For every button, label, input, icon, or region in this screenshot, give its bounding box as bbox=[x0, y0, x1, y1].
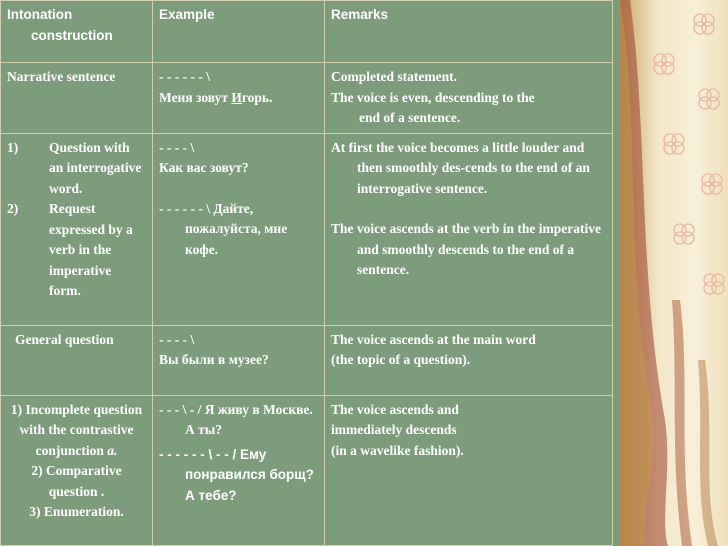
example-sentence: Вы были в музее? bbox=[159, 352, 269, 367]
remark-paragraph: At first the voice becomes a little louder and then smoothly des-cends to the end of an interrogative sentence. bbox=[331, 139, 590, 196]
remark-line: The voice ascends and bbox=[331, 401, 459, 417]
list-item bbox=[7, 138, 146, 200]
example-text: горь. bbox=[241, 89, 273, 105]
example-sentence bbox=[159, 88, 318, 109]
remark-line: The voice ascends at the main word bbox=[331, 331, 536, 347]
table-row bbox=[1, 133, 613, 325]
table-header-row bbox=[1, 1, 613, 63]
example-contour: - - - - - - \ bbox=[159, 69, 210, 84]
remark-line: end of a sentence. bbox=[359, 110, 461, 125]
cell-construction: Narrative sentence bbox=[1, 63, 153, 134]
construction-list bbox=[7, 138, 146, 302]
cell-example bbox=[153, 63, 325, 134]
cell-construction bbox=[1, 395, 153, 546]
remark-line: The voice is even, descending to the bbox=[331, 89, 535, 105]
construction-text: 1) Incomplete question with the contrastive conjunction bbox=[10, 401, 143, 458]
remark-line: Completed statement. bbox=[331, 69, 457, 84]
list-text: Request expressed by a verb in the imperative form. bbox=[49, 201, 133, 298]
cell-remarks bbox=[325, 325, 613, 395]
table-row bbox=[1, 63, 613, 134]
cell-construction bbox=[1, 133, 153, 325]
construction-item: 3) Enumeration. bbox=[29, 504, 124, 519]
cell-example bbox=[153, 133, 325, 325]
cell-construction: General question bbox=[1, 325, 153, 395]
header-intonation-line2: construction bbox=[31, 27, 113, 43]
remark-line: (in a wavelike fashion). bbox=[331, 442, 464, 458]
example-sentence: - - - - - - \ Дайте, пожалуйста, мне кофе. bbox=[159, 200, 288, 257]
table-row bbox=[1, 395, 613, 546]
table-row bbox=[1, 325, 613, 395]
construction-item: 2) Comparative question . bbox=[31, 463, 122, 499]
remark-paragraph: The voice ascends at the verb in the imperative and smoothly descends to the end of a sentence. bbox=[331, 221, 601, 277]
cell-remarks bbox=[325, 395, 613, 546]
header-remarks: Remarks bbox=[325, 1, 613, 63]
example-contour: - - - - \ bbox=[159, 139, 195, 155]
example-sentence: - - - \ - / Я живу в Москве. А ты? bbox=[159, 401, 313, 437]
construction-item bbox=[7, 400, 146, 462]
list-item bbox=[7, 199, 146, 302]
cell-remarks bbox=[325, 133, 613, 325]
example-contour: - - - - \ bbox=[159, 331, 195, 347]
conjunction-text: a. bbox=[107, 442, 118, 458]
cell-example bbox=[153, 395, 325, 546]
floral-pattern-graphic bbox=[620, 0, 728, 546]
header-example: Example bbox=[153, 1, 325, 63]
header-intonation-construction bbox=[1, 1, 153, 63]
cell-example bbox=[153, 325, 325, 395]
remark-line: (the topic of a question). bbox=[331, 352, 471, 367]
list-number: 2) bbox=[7, 201, 19, 216]
example-sentence: - - - - - - \ - - / Ему понравился борщ? А тебе? bbox=[159, 446, 314, 503]
list-number: 1) bbox=[7, 139, 19, 155]
example-text: Меня зовут bbox=[159, 89, 232, 105]
cell-remarks bbox=[325, 63, 613, 134]
remark-line: immediately descends bbox=[331, 422, 457, 437]
list-text: Question with an interrogative word. bbox=[49, 139, 142, 196]
header-intonation-line1: Intonation bbox=[7, 7, 73, 22]
example-sentence: Как вас зовут? bbox=[159, 160, 249, 175]
stressed-letter: И bbox=[231, 89, 242, 105]
decorative-floral-border bbox=[620, 0, 728, 546]
